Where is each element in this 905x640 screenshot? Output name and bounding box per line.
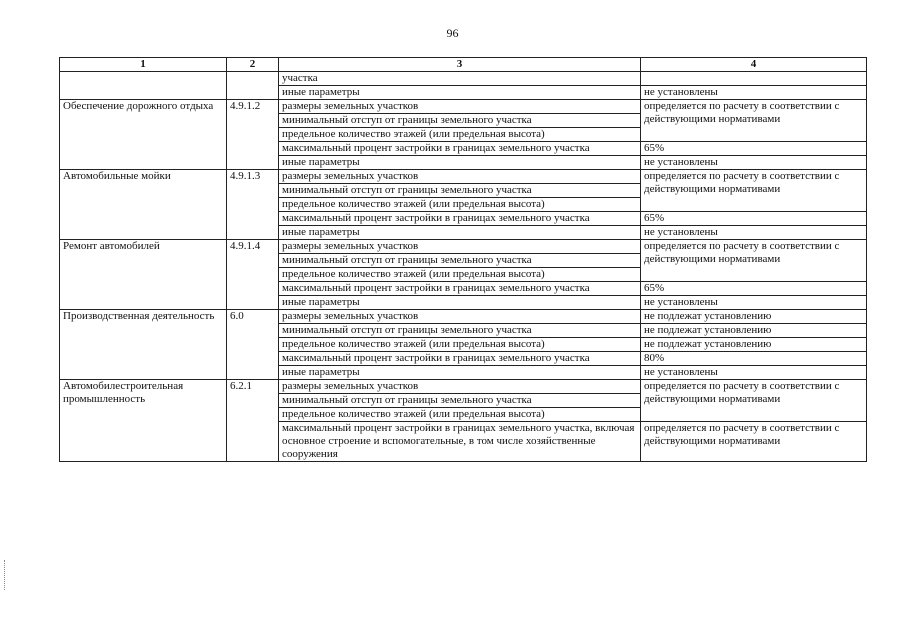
param-cell: иные параметры <box>279 366 641 380</box>
value-cell: 65% <box>641 212 867 226</box>
value-cell: 65% <box>641 282 867 296</box>
group-name-cell: Автомобилестроительная промышленность <box>60 380 227 462</box>
param-cell: иные параметры <box>279 226 641 240</box>
param-cell: участка <box>279 72 641 86</box>
group-code-cell: 6.0 <box>227 310 279 380</box>
param-cell: размеры земельных участков <box>279 380 641 394</box>
group-name-cell: Автомобильные мойки <box>60 170 227 240</box>
value-cell: не подлежат установлению <box>641 324 867 338</box>
group-code-cell: 6.2.1 <box>227 380 279 462</box>
header-col-2: 2 <box>227 58 279 72</box>
value-cell: определяется по расчету в соответствии с действующими нормативами <box>641 422 867 462</box>
table-row <box>60 310 867 324</box>
value-cell: определяется по расчету в соответствии с действующими нормативами <box>641 170 867 212</box>
header-col-1: 1 <box>60 58 227 72</box>
group-code-cell <box>227 72 279 100</box>
param-cell: иные параметры <box>279 156 641 170</box>
param-cell: иные параметры <box>279 86 641 100</box>
header-row <box>60 58 867 72</box>
value-cell: не установлены <box>641 86 867 100</box>
param-cell: минимальный отступ от границы земельного участка <box>279 324 641 338</box>
group-name-cell: Обеспечение дорожного отдыха <box>60 100 227 170</box>
param-cell: максимальный процент застройки в границах земельного участка <box>279 282 641 296</box>
value-cell: не установлены <box>641 156 867 170</box>
value-cell: не подлежат установлению <box>641 338 867 352</box>
value-cell: определяется по расчету в соответствии с действующими нормативами <box>641 240 867 282</box>
param-cell: размеры земельных участков <box>279 310 641 324</box>
group-code-cell: 4.9.1.4 <box>227 240 279 310</box>
header-col-3: 3 <box>279 58 641 72</box>
table-row <box>60 100 867 114</box>
param-cell: иные параметры <box>279 296 641 310</box>
group-name-cell: Производственная деятельность <box>60 310 227 380</box>
param-cell: предельное количество этажей (или предельная высота) <box>279 128 641 142</box>
group-name-cell <box>60 72 227 100</box>
param-cell: минимальный отступ от границы земельного участка <box>279 394 641 408</box>
param-cell: минимальный отступ от границы земельного участка <box>279 114 641 128</box>
param-cell: размеры земельных участков <box>279 170 641 184</box>
param-cell: максимальный процент застройки в границах земельного участка <box>279 212 641 226</box>
param-cell: размеры земельных участков <box>279 240 641 254</box>
table-row <box>60 170 867 184</box>
param-cell: максимальный процент застройки в границах земельного участка <box>279 352 641 366</box>
value-cell: определяется по расчету в соответствии с действующими нормативами <box>641 380 867 422</box>
table-row <box>60 240 867 254</box>
value-cell: не подлежат установлению <box>641 310 867 324</box>
param-cell: размеры земельных участков <box>279 100 641 114</box>
param-cell: предельное количество этажей (или предельная высота) <box>279 198 641 212</box>
param-cell: предельное количество этажей (или предельная высота) <box>279 408 641 422</box>
parameters-table <box>59 57 867 462</box>
table-row <box>60 72 867 86</box>
page-number: 96 <box>446 26 459 40</box>
group-code-cell: 4.9.1.2 <box>227 100 279 170</box>
group-code-cell: 4.9.1.3 <box>227 170 279 240</box>
group-name-cell: Ремонт автомобилей <box>60 240 227 310</box>
param-cell: минимальный отступ от границы земельного участка <box>279 184 641 198</box>
param-cell: предельное количество этажей (или предельная высота) <box>279 338 641 352</box>
param-cell: минимальный отступ от границы земельного участка <box>279 254 641 268</box>
value-cell: не установлены <box>641 366 867 380</box>
param-cell: максимальный процент застройки в границах земельного участка <box>279 142 641 156</box>
param-cell: предельное количество этажей (или предельная высота) <box>279 268 641 282</box>
value-cell: 65% <box>641 142 867 156</box>
value-cell: не установлены <box>641 226 867 240</box>
param-cell: максимальный процент застройки в границах земельного участка, включая основное строение и вспомогательные, в том числе хозяйственные сооружения <box>279 422 641 462</box>
header-col-4: 4 <box>641 58 867 72</box>
value-cell: 80% <box>641 352 867 366</box>
value-cell <box>641 72 867 86</box>
scan-edge-mark <box>4 560 6 590</box>
value-cell: определяется по расчету в соответствии с действующими нормативами <box>641 100 867 142</box>
value-cell: не установлены <box>641 296 867 310</box>
table-row <box>60 380 867 394</box>
